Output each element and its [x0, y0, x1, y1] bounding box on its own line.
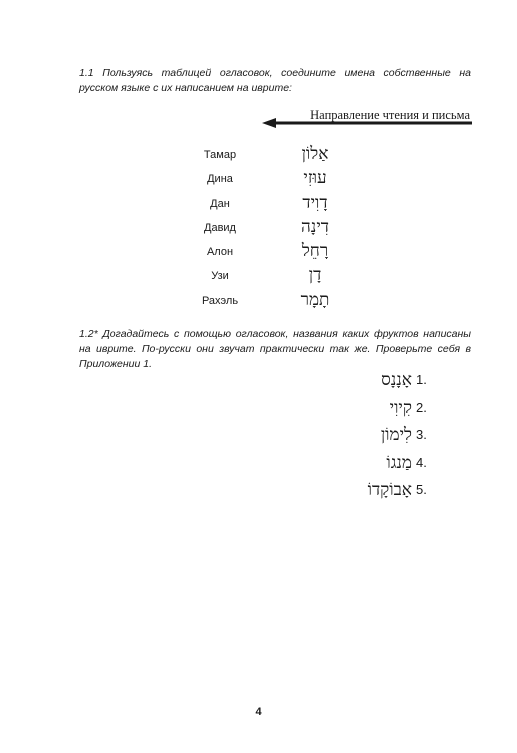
- page-number: 4: [255, 706, 262, 718]
- fruit-hebrew-word: מַנגוֹ: [386, 452, 412, 473]
- hebrew-name: דִינָה: [301, 216, 329, 237]
- fruit-hebrew-word: לִימוֹן: [380, 425, 412, 445]
- hebrew-names-column: [270, 143, 360, 313]
- reading-direction-label: Направление чтения и письма: [310, 108, 470, 122]
- hebrew-name: אַלוֹן: [301, 144, 329, 164]
- fruit-hebrew-word: קִיוִי: [389, 397, 412, 418]
- fruit-item: [330, 398, 460, 426]
- fruit-number: 4.: [416, 454, 427, 470]
- task-1-instruction: [79, 66, 471, 96]
- russian-names-column: [180, 146, 260, 316]
- fruit-item: [330, 480, 460, 508]
- fruit-number: 1.: [416, 372, 427, 387]
- hebrew-name: דָן: [308, 265, 322, 286]
- hebrew-name: תָמָר: [300, 289, 330, 310]
- fruit-hebrew-word: אָבוֹקָדוֹ: [367, 480, 412, 500]
- russian-name: Алон: [206, 246, 234, 259]
- fruit-number: 5.: [416, 482, 427, 497]
- fruit-item: [330, 370, 460, 398]
- russian-name: Узи: [211, 270, 229, 283]
- task-2-instruction: [79, 327, 471, 372]
- left-arrow-icon: [262, 118, 472, 128]
- russian-name: Дан: [210, 197, 230, 210]
- task-1-text: 1.1 Пользуясь таблицей огласовок, соедините имена собственные на русском языке с их написанием на иврите:: [79, 67, 471, 94]
- russian-name: Тамар: [203, 149, 237, 161]
- russian-name: Давид: [204, 221, 236, 234]
- fruit-hebrew-word: אָנָנָס: [381, 370, 412, 390]
- fruit-item: [330, 425, 460, 453]
- fruit-list: [330, 370, 460, 508]
- hebrew-name: עוּזִי: [303, 168, 327, 189]
- russian-name: Рахэль: [201, 294, 239, 307]
- hebrew-name: דָוִיד: [302, 192, 328, 213]
- hebrew-name: רָחֵל: [301, 241, 329, 262]
- task-2-text: 1.2* Догадайтесь с помощью огласовок, названия каких фруктов написаны на иврите. По-русски они звучат практически так же. Проверьте себя в Приложении 1.: [79, 328, 471, 370]
- fruit-item: [330, 453, 460, 481]
- reading-direction-indicator: [262, 106, 472, 128]
- fruit-number: 2.: [416, 399, 427, 415]
- russian-name: Дина: [207, 173, 233, 186]
- fruit-number: 3.: [416, 427, 427, 442]
